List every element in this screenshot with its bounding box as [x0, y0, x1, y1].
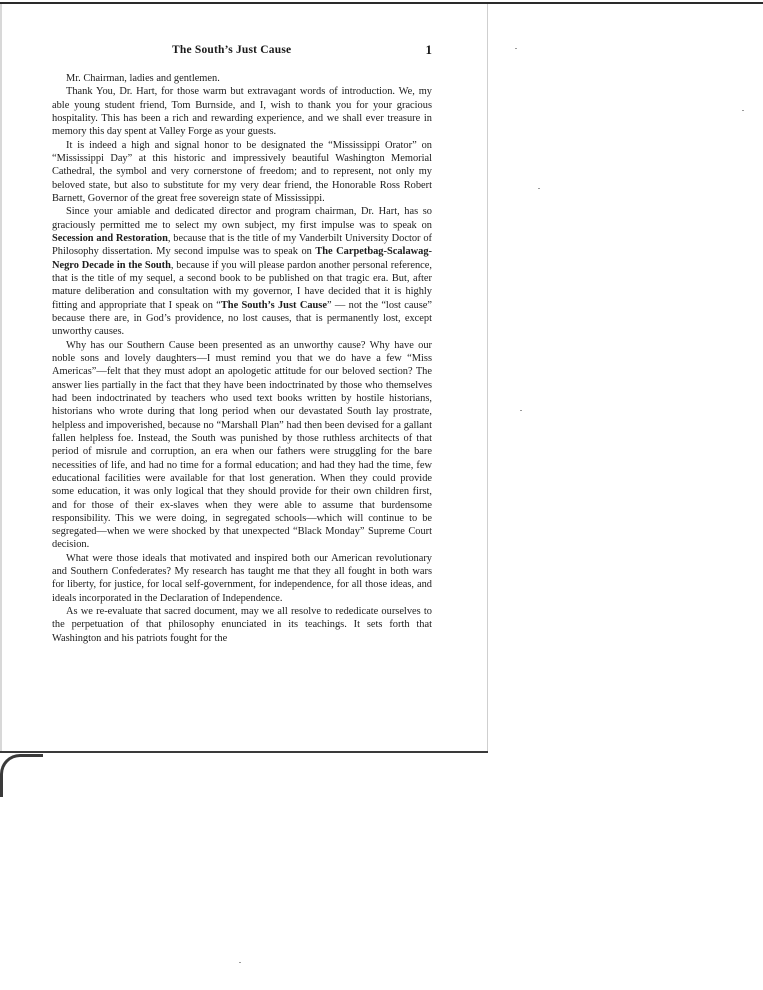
paragraph-text: Thank You, Dr. Hart, for those warm but extravagant words of introduction. We, my able young student friend, Tom Burnside, and I, wish to thank you for your gracious hospitality. This has been a rich and rewarding experience, and we shall ever treasure in memory this day spent at Valley Forge as your guests. — [52, 86, 432, 138]
scan-speck — [742, 110, 744, 111]
paragraph-text: What were those ideals that motivated and inspired both our American revolutionary and Southern Confederates? My research has taught me that they all fought in both wars for liberty, for justice, for local self-government, for independence, for all those ideas, and ideals incorporated in the Declaration of Independence. — [52, 552, 432, 604]
page-number: 1 — [425, 42, 432, 57]
paragraph — [52, 605, 432, 645]
bold-title-text: The South’s Just Cause — [220, 299, 327, 311]
running-title: The South’s Just Cause — [172, 44, 292, 56]
scan-speck — [538, 188, 540, 189]
paragraph-text: Mr. Chairman, ladies and gentlemen. — [66, 73, 220, 84]
paragraph-text: ” — not the “lost cause” because there are, in God’s providence, no lost causes, that is permanently lost, except unworthy causes. — [52, 299, 432, 338]
paragraph-text: Why has our Southern Cause been presented as an unworthy cause? Why have our noble sons and lovely daughters—I must remind you that we do have a few “Miss Americas”—felt that they must adopt an apologetic attitude for our beloved section? The answer lies partially in the fact that they have been indoctrinated by those who themselves had been indoctrinated by teachers who used text books written by hostile historians, historians who wrote during that long period when our devastated South lay prostrate, helpless and impoverished, because no “Marshall Plan” had then been devised for a gallant fallen helpless foe. Instead, the South was punished by those ruthless architects of that period of misrule and corruption, an era when our fathers were struggling for the bare necessities of life, and had no time for a formal education; and had they had the time, few educational facilities were available for that lost generation. When they could provide some education, it was only logical that they should provide for their own children first, and for those of their ex-slaves when they were able to assume that burdensome responsibility. This we were doing, in segregated schools—which will continue to be segregated—when we were shocked by that unexpected “Black Monday” Supreme Court decision. — [52, 339, 432, 551]
bold-title-text: The Carpetbag-Scalawag-Negro Decade in the South — [52, 246, 432, 271]
paragraph — [52, 205, 432, 338]
paragraph-text: , because that is the title of my Vanderbilt University Doctor of Philosophy dissertation. My second impulse was to speak on — [52, 232, 432, 258]
paragraph — [52, 139, 432, 206]
scan-left-shadow — [0, 4, 2, 752]
running-head — [52, 44, 432, 64]
scan-page-curl — [0, 754, 43, 797]
paragraph — [52, 339, 432, 552]
body-text — [52, 72, 432, 645]
paragraph — [52, 85, 432, 138]
paragraph — [52, 552, 432, 605]
scan-right-edge — [487, 4, 488, 752]
scan-speck — [515, 48, 517, 49]
scan-speck — [239, 962, 241, 963]
paragraph — [52, 72, 432, 85]
paragraph-text: It is indeed a high and signal honor to be designated the “Mississippi Orator” on “Mississippi Day” at this historic and impressively beautiful Washington Memorial Cathedral, the symbol and very cornerstone of freedom; and to represent, not only my beloved state, but also to substitute for my very dear friend, the Honorable Ross Robert Barnett, Governor of the great free sovereign state of Mississippi. — [52, 139, 432, 204]
paragraph-text: , because if you will please pardon another personal reference, that is the title of my sequel, a second book to be published on that tragic era. But, after mature deliberation and consultation with my governor, I have decided that it is highly fitting and appropriate that I speak on “ — [52, 259, 432, 311]
paragraph-text: Since your amiable and dedicated director and program chairman, Dr. Hart, has so graciously permitted me to select my own subject, my first impulse was to speak on — [52, 206, 432, 231]
bold-title-text: Secession and Restoration — [52, 232, 168, 244]
scan-bottom-edge — [0, 751, 488, 753]
paragraph-text: As we re-evaluate that sacred document, may we all resolve to rededicate ourselves to the perpetuation of that philosophy enunciated in its teachings. It sets forth that Washington and his patriots fought for the — [52, 606, 432, 644]
scan-speck — [520, 410, 522, 411]
